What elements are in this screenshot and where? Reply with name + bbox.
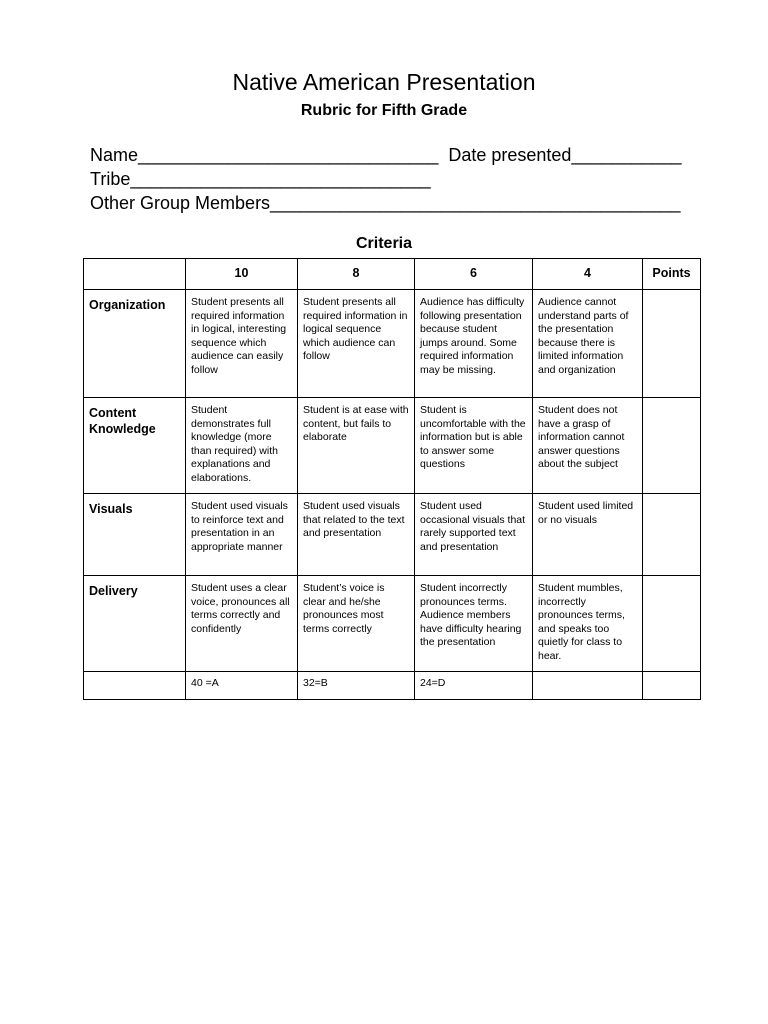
grade-scale-cell	[533, 672, 643, 700]
rubric-cell: Student used visuals that related to the text and presentation	[298, 494, 415, 576]
points-cell	[643, 576, 701, 672]
name-date-field-line: Name______________________________ Date presented___________	[90, 145, 682, 165]
header-cell-4: 4	[533, 259, 643, 290]
rubric-cell: Student used limited or no visuals	[533, 494, 643, 576]
rubric-cell: Audience has difficulty following presentation because student jumps around. Some required information may be missing.	[415, 290, 533, 398]
rubric-cell: Student’s voice is clear and he/she pronounces most terms correctly	[298, 576, 415, 672]
tribe-field-line: Tribe______________________________	[90, 169, 431, 189]
rubric-cell: Student uses a clear voice, pronounces all terms correctly and confidently	[186, 576, 298, 672]
points-cell	[643, 290, 701, 398]
points-cell	[643, 494, 701, 576]
header-cell-points: Points	[643, 259, 701, 290]
grade-scale-cell	[643, 672, 701, 700]
criteria-heading: Criteria	[355, 235, 413, 252]
rubric-header-row	[84, 259, 701, 290]
document-title: Native American Presentation	[232, 69, 536, 95]
grade-scale-cell: 32=B	[298, 672, 415, 700]
header-cell-10: 10	[186, 259, 298, 290]
header-cell-8: 8	[298, 259, 415, 290]
grade-scale-cell	[84, 672, 186, 700]
rubric-cell: Student demonstrates full knowledge (more than required) with explanations and elaborations.	[186, 398, 298, 494]
rubric-cell: Student used visuals to reinforce text and presentation in an appropriate manner	[186, 494, 298, 576]
grade-scale-cell: 24=D	[415, 672, 533, 700]
rubric-row-delivery	[84, 576, 701, 672]
document-subtitle: Rubric for Fifth Grade	[300, 102, 468, 119]
points-cell	[643, 398, 701, 494]
criterion-label: Visuals	[84, 494, 186, 576]
criterion-label: Content Knowledge	[84, 398, 186, 494]
rubric-cell: Student does not have a grasp of information cannot answer questions about the subject	[533, 398, 643, 494]
rubric-cell: Student incorrectly pronounces terms. Audience members have difficulty hearing the presentation	[415, 576, 533, 672]
rubric-row-content-knowledge	[84, 398, 701, 494]
rubric-cell: Student presents all required information in logical, interesting sequence which audience can easily follow	[186, 290, 298, 398]
rubric-cell: Student presents all required information in logical sequence which audience can follow	[298, 290, 415, 398]
rubric-row-grade-scale	[84, 672, 701, 700]
rubric-row-organization	[84, 290, 701, 398]
criterion-label: Organization	[84, 290, 186, 398]
rubric-cell: Audience cannot understand parts of the presentation because there is limited information and organization	[533, 290, 643, 398]
rubric-row-visuals	[84, 494, 701, 576]
rubric-cell: Student is at ease with content, but fails to elaborate	[298, 398, 415, 494]
rubric-cell: Student is uncomfortable with the information but is able to answer some questions	[415, 398, 533, 494]
header-cell-6: 6	[415, 259, 533, 290]
rubric-cell: Student mumbles, incorrectly pronounces terms, and speaks too quietly for class to hear.	[533, 576, 643, 672]
group-members-field-line: Other Group Members_________________________________________	[90, 193, 681, 213]
rubric-cell: Student used occasional visuals that rarely supported text and presentation	[415, 494, 533, 576]
criterion-label: Delivery	[84, 576, 186, 672]
rubric-table	[83, 258, 701, 700]
grade-scale-cell: 40 =A	[186, 672, 298, 700]
header-cell-criterion	[84, 259, 186, 290]
